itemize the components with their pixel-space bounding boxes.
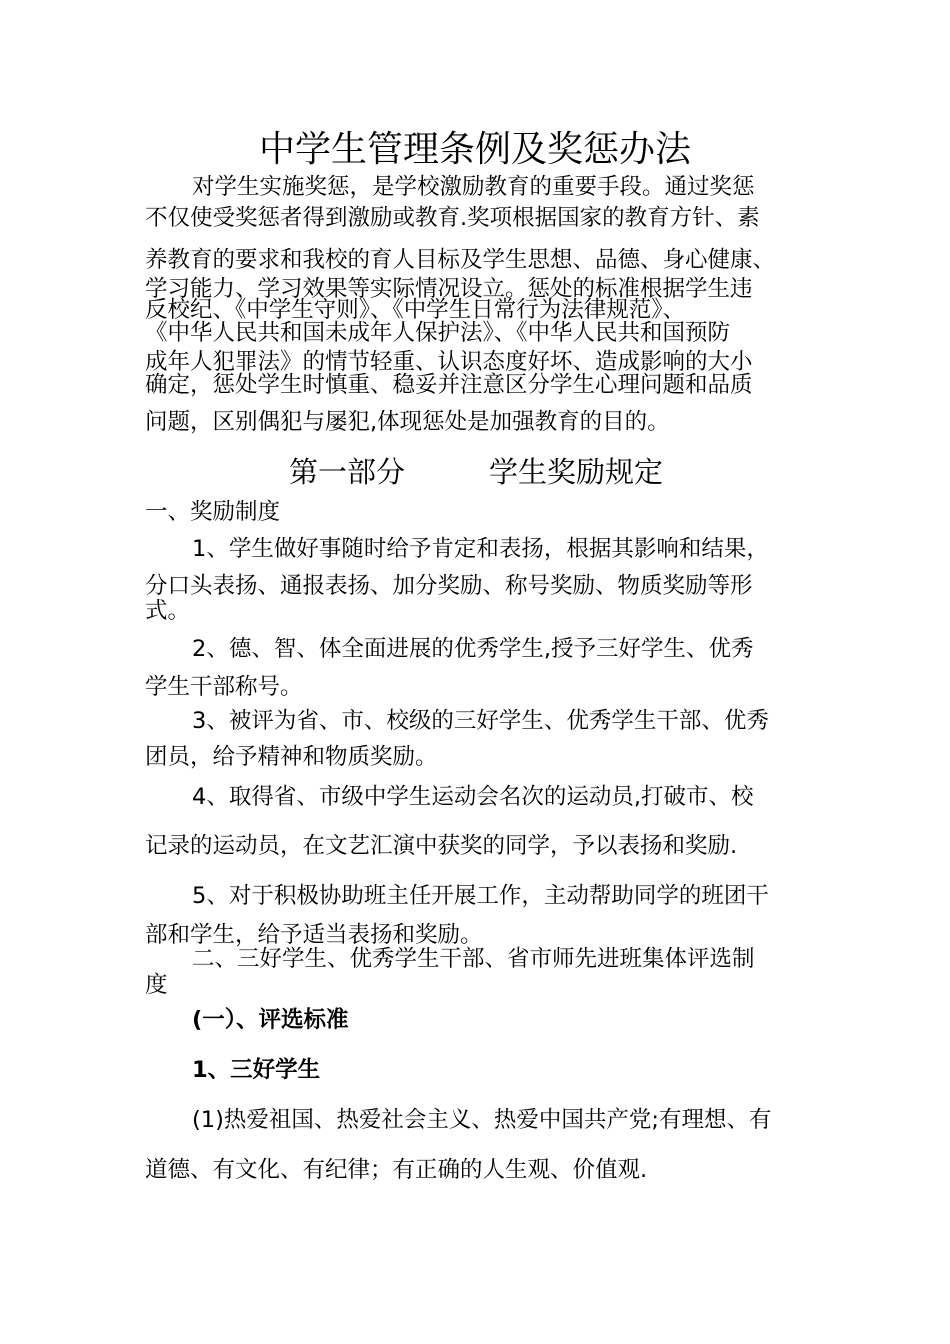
heading-selection-system: 二、三好学生、优秀学生干部、省市师先进班集体评选制 xyxy=(192,946,755,972)
intro-line: 学习能力、学习效果等实际情况设立。惩处的标准根据学生违 xyxy=(145,276,753,302)
heading-reward-system: 一、奖励制度 xyxy=(145,499,281,525)
intro-line: 成年人犯罪法》的情节轻重、认识态度好坏、造成影响的大小 xyxy=(145,349,753,375)
heading-three-good-students: 1、三好学生 xyxy=(192,1057,321,1083)
intro-line: 确定，惩处学生时慎重、稳妥并注意区分学生心理问题和品质 xyxy=(145,372,753,398)
intro-line: 对学生实施奖惩，是学校激励教育的重要手段。通过奖惩 xyxy=(192,174,755,200)
body-line: 团员，给予精神和物质奖励。 xyxy=(145,744,438,770)
body-line: 部和学生，给予适当表扬和奖励。 xyxy=(145,922,483,948)
section-name-label: 学生奖励规定 xyxy=(489,455,664,489)
body-line: 1、学生做好事随时给予肯定和表扬，根据其影响和结果， xyxy=(192,536,769,562)
section-heading xyxy=(0,452,950,492)
body-line: 2、德、智、体全面进展的优秀学生,授予三好学生、优秀 xyxy=(192,636,754,662)
body-line: 学生干部称号。 xyxy=(145,674,303,700)
intro-line: 问题，区别偶犯与屡犯,体现惩处是加强教育的目的。 xyxy=(145,409,670,435)
intro-line: 《中华人民共和国未成年人保护法》、《中华人民共和国预防 xyxy=(145,320,731,346)
intro-line: 不仅使受奖惩者得到激励或教育.奖项根据国家的教育方针、素 xyxy=(145,205,760,231)
intro-line: 养教育的要求和我校的育人目标及学生思想、品德、身心健康、 xyxy=(145,247,776,273)
document-title: 中学生管理条例及奖惩办法 xyxy=(258,129,691,170)
section-part-label: 第一部分 xyxy=(289,455,406,489)
heading-selection-criteria: (一）、评选标准 xyxy=(192,1007,349,1033)
body-line: 4、取得省、市级中学生运动会名次的运动员,打破市、校 xyxy=(192,784,754,810)
body-line: 5、对于积极协助班主任开展工作，主动帮助同学的班团干 xyxy=(192,883,769,909)
body-line: 记录的运动员，在文艺汇演中获奖的同学，予以表扬和奖励. xyxy=(145,833,738,859)
intro-line: 反校纪、《中学生守则》、《中学生日常行为法律规范》、 xyxy=(145,297,686,323)
body-line: 道德、有文化、有纪律；有正确的人生观、价值观. xyxy=(145,1157,648,1183)
heading-selection-system-cont: 度 xyxy=(145,972,168,998)
body-line: 式。 xyxy=(145,598,191,624)
body-line: (1)热爱祖国、热爱社会主义、热爱中国共产党;有理想、有 xyxy=(192,1107,772,1133)
body-line: 3、被评为省、市、校级的三好学生、优秀学生干部、优秀 xyxy=(192,708,769,734)
body-line: 分口头表扬、通报表扬、加分奖励、称号奖励、物质奖励等形 xyxy=(145,573,753,599)
